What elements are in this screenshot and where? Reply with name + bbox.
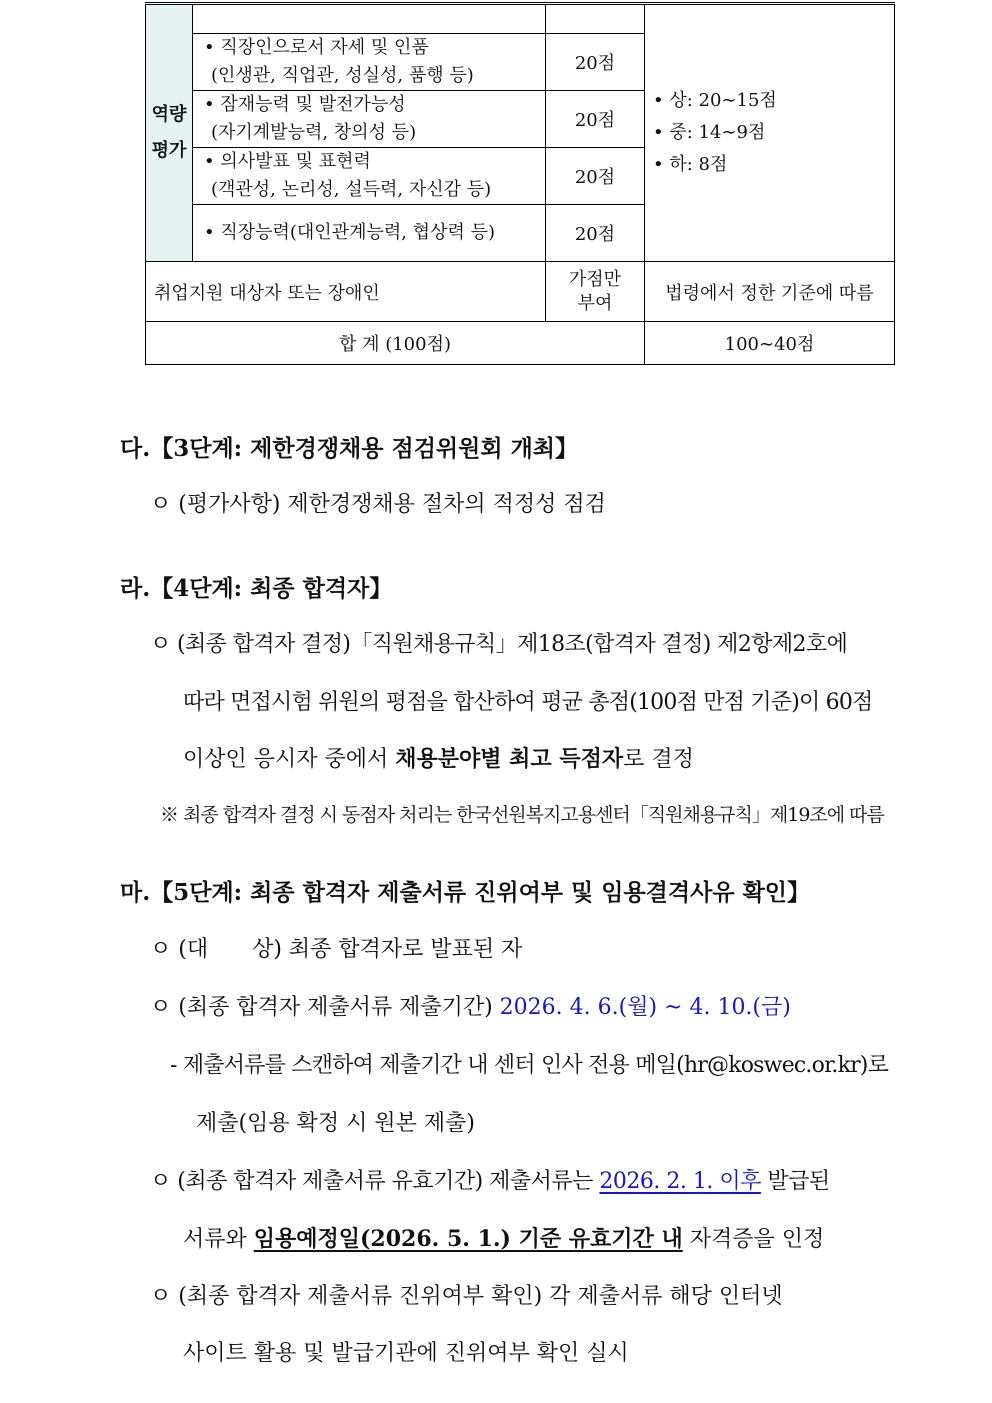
table-row: • 잠재능력 및 발전가능성 (자기계발능력, 창의성 등) 20점: [146, 91, 895, 148]
document-page: 역량 평가 • 상: 20∼15점 • 중: 14∼9점 • 하: 8점 • 직장인으로서 자세 및 인품 (인생관, 직업관, 성실성, 품행 등) 20점 • 잠재능력 및 발전가능성 (자기계발능력, 창의성 등) 20점 • 의사발표 및 표현력 (객관성, 논리성, 설득력, 자신감 등) 20점 • 직장능력(대인관계능력, 협상력 등) 20점 취업지원 대상자 또는 장애인 가점만 부여 법령에서 정한 기준에 따름 합 계 (100점) 100∼40점 다.【3단계: 제한경쟁채용 점검위원회 개최】 ㅇ (평가사항) 제한경쟁채용 절차의 적정성 점검 라.【4단계: 최종 합격자】 ㅇ (최종 합격자 결정)「직원채용규칙」제18조(합격자 결정) 제2항제2호에 따라 면접시험 위원의 평점을 합산하여 평균 총점(100점 만점 기준)이 60점 이상인 응시자 중에서 채용분야별 최고 득점자로 결정 ※ 최종 합격자 결정 시 동점자 처리는 한국선원복지고용센터「직원채용규칙」제19조에 따름 마.【5단계: 최종 합격자 제출서류 진위여부 및 임용결격사유 확인】 ㅇ (대 상) 최종 합격자로 발표된 자 ㅇ (최종 합격자 제출서류 제출기간) 2026. 4. 6.(월) ~ 4. 10.(금) - 제출서류를 스캔하여 제출기간 내 센터 인사 전용 메일(hr@koswec.or.kr)로 제출(임용 확정 시 원본 제출) ㅇ (최종 합격자 제출서류 유효기간) 제출서류는 2026. 2. 1. 이후 발급된 서류와 임용예정일(2026. 5. 1.) 기준 유효기간 내 자격증을 인정 ㅇ (최종 합격자 제출서류 진위여부 확인) 각 제출서류 해당 인터넷 사이트 활용 및 발급기관에 진위여부 확인 실시: [0, 0, 992, 1403]
evaluation-table: [145, 2, 895, 365]
section-4-title: 라.【4단계: 최종 합격자】: [120, 575, 393, 602]
bonus-row: 취업지원 대상자 또는 장애인 가점만 부여 법령에서 정한 기준에 따름: [146, 262, 895, 322]
note: ※ 최종 합격자 결정 시 동점자 처리는 한국선원복지고용센터「직원채용규칙」제19조에 따름: [160, 804, 884, 826]
criteria-cell: • 상: 20∼15점 • 중: 14∼9점 • 하: 8점: [645, 4, 895, 262]
section-5-title: 마.【5단계: 최종 합격자 제출서류 진위여부 및 임용결격사유 확인】: [120, 879, 811, 906]
total-row: 합 계 (100점) 100∼40점: [146, 322, 895, 365]
group-label: 역량 평가: [146, 4, 193, 262]
section-3-title: 다.【3단계: 제한경쟁채용 점검위원회 개최】: [120, 435, 579, 462]
table-row: • 의사발표 및 표현력 (객관성, 논리성, 설득력, 자신감 등) 20점: [146, 148, 895, 205]
table-row: • 직장능력(대인관계능력, 협상력 등) 20점: [146, 205, 895, 262]
table-row: • 직장인으로서 자세 및 인품 (인생관, 직업관, 성실성, 품행 등) 20점: [146, 34, 895, 91]
